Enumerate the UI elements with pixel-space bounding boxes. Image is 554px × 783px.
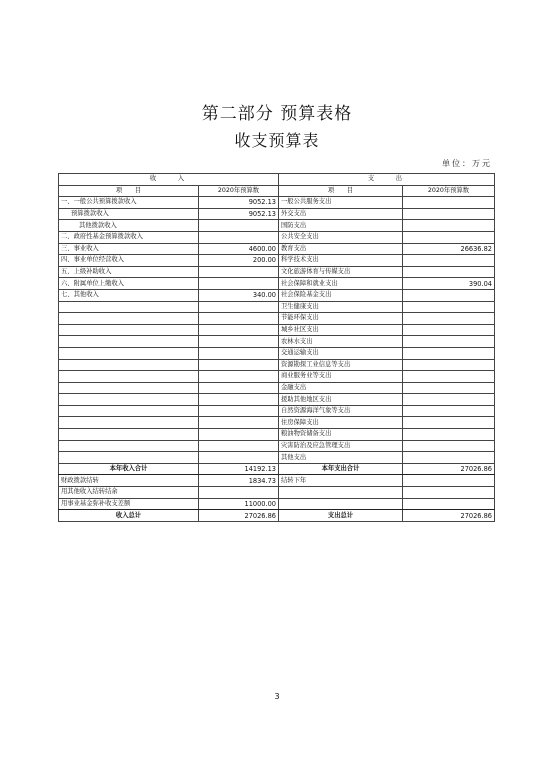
expense-value — [403, 382, 495, 394]
total-income-item: 用其他收入结转结余 — [59, 487, 199, 499]
total-row — [59, 475, 495, 487]
expense-value — [403, 301, 495, 313]
expense-header: 支 出 — [279, 174, 495, 186]
total-expense-value — [403, 498, 495, 510]
income-item — [59, 382, 199, 394]
expense-value — [403, 394, 495, 406]
table-row — [59, 336, 495, 348]
expense-item: 卫生健康支出 — [279, 301, 403, 313]
total-expense-item: 本年支出合计 — [279, 463, 403, 475]
income-value — [199, 324, 279, 336]
table-row — [59, 197, 495, 209]
income-value — [199, 336, 279, 348]
income-value — [199, 371, 279, 383]
table-row — [59, 231, 495, 243]
total-income-value: 14192.13 — [199, 463, 279, 475]
income-item — [59, 359, 199, 371]
total-expense-item: 支出总计 — [279, 510, 403, 522]
expense-item: 国防支出 — [279, 220, 403, 232]
total-income-value: 11000.00 — [199, 498, 279, 510]
income-item: 二、政府性基金预算拨款收入 — [59, 231, 199, 243]
budget-table — [58, 173, 495, 522]
total-expense-item — [279, 498, 403, 510]
table-row — [59, 405, 495, 417]
expense-item: 文化旅游体育与传媒支出 — [279, 266, 403, 278]
expense-item: 资源勘探工业信息等支出 — [279, 359, 403, 371]
total-expense-value: 27026.86 — [403, 463, 495, 475]
income-item: 五、上级补助收入 — [59, 266, 199, 278]
expense-value: 390.04 — [403, 278, 495, 290]
table-row — [59, 301, 495, 313]
income-item — [59, 405, 199, 417]
expense-value — [403, 440, 495, 452]
table-row — [59, 266, 495, 278]
table-row — [59, 359, 495, 371]
total-row — [59, 498, 495, 510]
expense-value — [403, 405, 495, 417]
income-value — [199, 313, 279, 325]
expense-item: 灾害防治及应急管理支出 — [279, 440, 403, 452]
table-row — [59, 289, 495, 301]
expense-item: 社会保障和就业支出 — [279, 278, 403, 290]
expense-value — [403, 220, 495, 232]
table-row — [59, 313, 495, 325]
income-value — [199, 231, 279, 243]
table-row — [59, 243, 495, 255]
table-row — [59, 371, 495, 383]
total-expense-value — [403, 475, 495, 487]
total-expense-item: 结转下年 — [279, 475, 403, 487]
expense-value — [403, 266, 495, 278]
income-value — [199, 417, 279, 429]
income-value — [199, 382, 279, 394]
expense-value — [403, 324, 495, 336]
total-income-value — [199, 487, 279, 499]
table-row — [59, 278, 495, 290]
income-item — [59, 301, 199, 313]
income-value: 9052.13 — [199, 208, 279, 220]
income-value — [199, 394, 279, 406]
total-row — [59, 463, 495, 475]
income-value: 340.00 — [199, 289, 279, 301]
income-item: 四、事业单位经营收入 — [59, 255, 199, 267]
expense-item: 社会保险基金支出 — [279, 289, 403, 301]
income-item — [59, 313, 199, 325]
table-header-row — [59, 174, 495, 186]
expense-item: 住房保障支出 — [279, 417, 403, 429]
expense-item: 商业服务业等支出 — [279, 371, 403, 383]
income-item: 七、其他收入 — [59, 289, 199, 301]
total-income-item: 用事业基金弥补收支差额 — [59, 498, 199, 510]
table-row — [59, 417, 495, 429]
table-row — [59, 324, 495, 336]
income-item: 预算拨款收入 — [59, 208, 199, 220]
expense-value — [403, 197, 495, 209]
table-title: 收支预算表 — [234, 131, 320, 150]
expense-item: 节能环保支出 — [279, 313, 403, 325]
income-value — [199, 452, 279, 464]
expense-value — [403, 208, 495, 220]
expense-item: 教育支出 — [279, 243, 403, 255]
expense-value — [403, 452, 495, 464]
expense-value — [403, 231, 495, 243]
total-income-item: 本年收入合计 — [59, 463, 199, 475]
table-row — [59, 382, 495, 394]
total-income-value: 1834.73 — [199, 475, 279, 487]
expense-item-header: 项 目 — [279, 185, 403, 197]
income-value — [199, 278, 279, 290]
total-expense-item — [279, 487, 403, 499]
income-value: 200.00 — [199, 255, 279, 267]
income-item-header: 项 目 — [59, 185, 199, 197]
table-row — [59, 394, 495, 406]
table-row — [59, 452, 495, 464]
table-subheader-row — [59, 185, 495, 197]
expense-value — [403, 255, 495, 267]
total-income-item: 财政拨款结转 — [59, 475, 199, 487]
table-row — [59, 347, 495, 359]
income-item: 其他拨款收入 — [59, 220, 199, 232]
income-item — [59, 417, 199, 429]
income-item — [59, 429, 199, 441]
expense-value — [403, 313, 495, 325]
income-item — [59, 394, 199, 406]
income-item: 一、一般公共预算拨款收入 — [59, 197, 199, 209]
expense-item: 交通运输支出 — [279, 347, 403, 359]
total-income-value: 27026.86 — [199, 510, 279, 522]
expense-item: 公共安全支出 — [279, 231, 403, 243]
income-item: 三、事业收入 — [59, 243, 199, 255]
total-row — [59, 487, 495, 499]
income-item — [59, 324, 199, 336]
expense-item: 农林水支出 — [279, 336, 403, 348]
income-value — [199, 440, 279, 452]
total-expense-value: 27026.86 — [403, 510, 495, 522]
expense-value — [403, 347, 495, 359]
total-row — [59, 510, 495, 522]
expense-item: 城乡社区支出 — [279, 324, 403, 336]
income-value: 9052.13 — [199, 197, 279, 209]
expense-value — [403, 289, 495, 301]
income-header: 收 入 — [59, 174, 279, 186]
expense-item: 金融支出 — [279, 382, 403, 394]
table-row — [59, 255, 495, 267]
expense-value — [403, 359, 495, 371]
total-expense-value — [403, 487, 495, 499]
table-row — [59, 208, 495, 220]
income-value — [199, 359, 279, 371]
table-row — [59, 429, 495, 441]
income-item — [59, 440, 199, 452]
unit-label: 单位：万元 — [442, 159, 492, 168]
income-value — [199, 266, 279, 278]
income-value — [199, 301, 279, 313]
income-item — [59, 452, 199, 464]
part-title: 第二部分 预算表格 — [201, 104, 353, 124]
expense-value — [403, 417, 495, 429]
page-number: 3 — [274, 692, 280, 701]
expense-item: 其他支出 — [279, 452, 403, 464]
table-row — [59, 220, 495, 232]
expense-value — [403, 429, 495, 441]
expense-item: 援助其他地区支出 — [279, 394, 403, 406]
expense-value — [403, 336, 495, 348]
expense-value: 26636.82 — [403, 243, 495, 255]
income-value — [199, 347, 279, 359]
expense-value — [403, 371, 495, 383]
income-value: 4600.00 — [199, 243, 279, 255]
income-item: 六、附属单位上缴收入 — [59, 278, 199, 290]
income-value — [199, 220, 279, 232]
expense-item: 一般公共服务支出 — [279, 197, 403, 209]
income-value — [199, 429, 279, 441]
expense-item: 外交支出 — [279, 208, 403, 220]
expense-budget-header: 2020年预算数 — [403, 185, 495, 197]
income-item — [59, 347, 199, 359]
expense-item: 科学技术支出 — [279, 255, 403, 267]
expense-item: 粮油物资储备支出 — [279, 429, 403, 441]
income-value — [199, 405, 279, 417]
income-item — [59, 371, 199, 383]
table-row — [59, 440, 495, 452]
total-income-item: 收入总计 — [59, 510, 199, 522]
income-budget-header: 2020年预算数 — [199, 185, 279, 197]
expense-item: 自然资源海洋气象等支出 — [279, 405, 403, 417]
income-item — [59, 336, 199, 348]
